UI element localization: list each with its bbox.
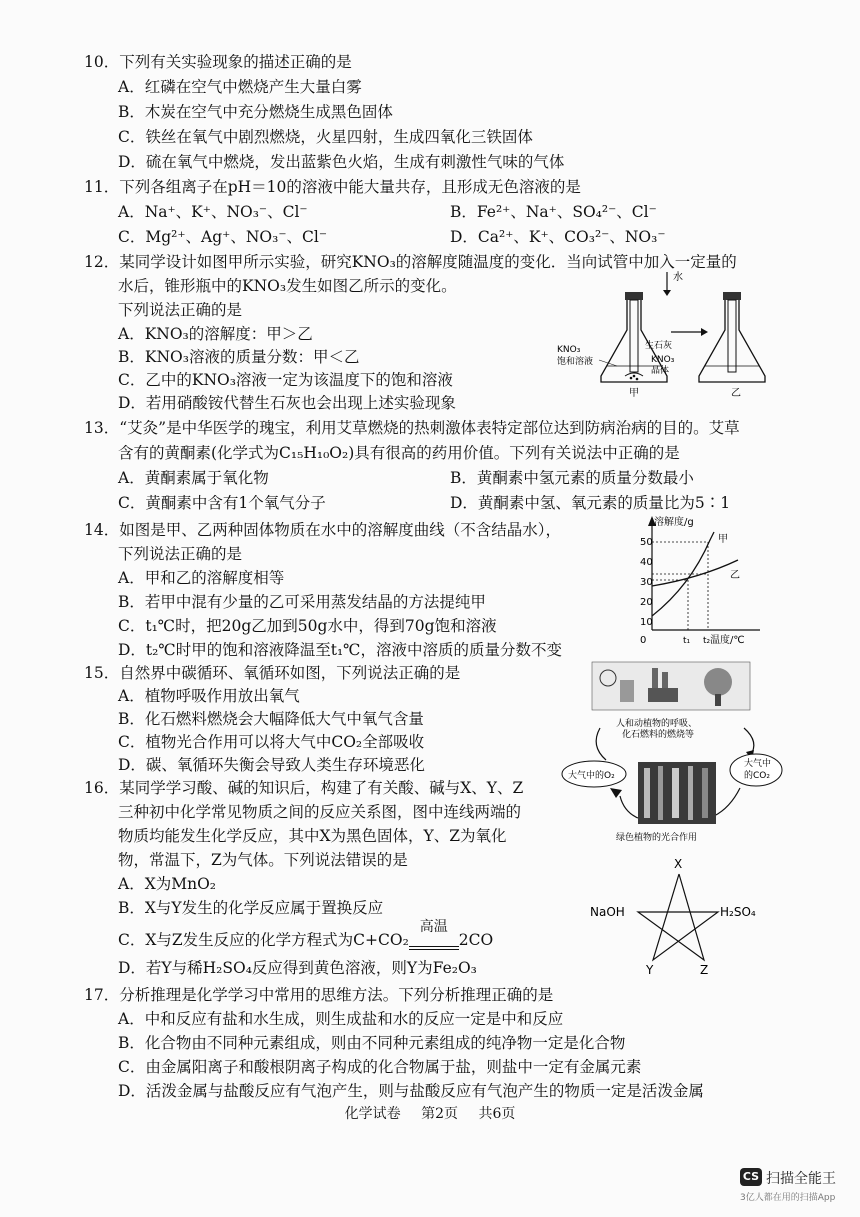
- fig14-curve-b-label: 乙: [730, 570, 740, 581]
- fig15-right-label-2: 的CO₂: [744, 771, 770, 781]
- fig14-t1: t₁: [683, 636, 691, 646]
- q16-stem-3: 物质均能发生化学反应，其中X为黑色固体，Y、Z为氧化: [118, 827, 507, 845]
- scanner-tagline: 3亿人都在用的扫描App: [740, 1193, 836, 1203]
- fig16-x-label: X: [674, 857, 683, 871]
- q12-option-d: D．若用硝酸铵代替生石灰也会出现上述实验现象: [118, 394, 456, 412]
- fig15-center-1: 人和动植物的呼吸、: [616, 719, 698, 729]
- fig16-naoh-label: NaOH: [590, 905, 625, 919]
- q14-solubility-graph: [610, 512, 780, 647]
- q14-stem: 14．如图是甲、乙两种固体物质在水中的溶解度曲线（不含结晶水），: [84, 521, 561, 539]
- fig15-caption: 绿色植物的光合作用: [616, 833, 698, 843]
- fig15-center-2: 化石燃料的燃烧等: [622, 730, 695, 740]
- q13-option-b: B．黄酮素中氢元素的质量分数最小: [450, 469, 694, 487]
- q15-option-a: A．植物呼吸作用放出氧气: [118, 687, 300, 705]
- q13-option-c: C．黄酮素中含有1个氧气分子: [118, 494, 326, 512]
- scanner-logo-icon: CS: [740, 1168, 762, 1186]
- q15-cycle-figure: [560, 656, 785, 856]
- q11-option-c: C．Mg²⁺、Ag⁺、NO₃⁻、Cl⁻: [118, 228, 328, 246]
- q10-option-d: D．硫在氧气中燃烧，发出蓝紫色火焰，生成有刺激性气味的气体: [118, 153, 565, 171]
- q12-option-a: A．KNO₃的溶解度：甲＞乙: [118, 325, 313, 343]
- fig14-xlabel: 温度/℃: [710, 635, 745, 646]
- fig14-ytick-20: 20: [640, 597, 653, 608]
- q16-star-diagram: [588, 854, 778, 979]
- q14-stem-2: 下列说法正确的是: [118, 545, 243, 563]
- fig16-z-label: Z: [700, 963, 709, 977]
- q14-option-b: B．若甲中混有少量的乙可采用蒸发结晶的方法提纯甲: [118, 593, 486, 611]
- scanner-watermark: [740, 1168, 850, 1208]
- q17-stem: 17．分析推理是化学学习中常用的思维方法。下列分析推理正确的是: [84, 986, 554, 1004]
- fig16-y-label: Y: [646, 963, 654, 977]
- footer-total: 共6页: [478, 1106, 516, 1122]
- q17-option-b: B．化合物由不同种元素组成，则由不同种元素组成的纯净物一定是化合物: [118, 1034, 626, 1052]
- q17-option-a: A．中和反应有盐和水生成，则生成盐和水的反应一定是中和反应: [118, 1010, 564, 1028]
- q15-option-d: D．碳、氧循环失衡会导致人类生存环境恶化: [118, 756, 425, 774]
- q14-option-a: A．甲和乙的溶解度相等: [118, 569, 285, 587]
- fig14-t2: t₂: [703, 636, 711, 646]
- page-footer: [0, 1103, 860, 1123]
- fig15-right-label-1: 大气中: [744, 759, 772, 769]
- footer-subject: 化学试卷: [344, 1106, 401, 1122]
- fig14-ylabel: 溶解度/g: [654, 517, 694, 528]
- q16-option-c-text: C．X与Z发生反应的化学方程式为C+CO₂: [118, 931, 409, 949]
- fig14-ytick-40: 40: [640, 557, 653, 568]
- footer-page: 第2页: [421, 1106, 458, 1122]
- q13-stem-2: 含有的黄酮素(化学式为C₁₅H₁₀O₂)具有很高的药用价值。下列有关说法中正确的是: [118, 444, 680, 462]
- q14-option-d: D．t₂℃时甲的饱和溶液降温至t₁℃，溶液中溶质的质量分数不变: [118, 641, 562, 659]
- q16-stem-4: 物，常温下，Z为气体。下列说法错误的是: [118, 851, 408, 869]
- scanner-name: 扫描全能王: [766, 1171, 836, 1187]
- q11-option-d: D．Ca²⁺、K⁺、CO₃²⁻、NO₃⁻: [450, 228, 666, 246]
- fig12-label-a: 甲: [629, 388, 639, 398]
- q10-option-a: A．红磷在空气中燃烧产生大量白雾: [118, 78, 362, 96]
- q16-option-b: B．X与Y发生的化学反应属于置换反应: [118, 899, 384, 917]
- q10-option-c: C．铁丝在氧气中剧烈燃烧，火星四射，生成四氧化三铁固体: [118, 128, 533, 146]
- fig12-water-label: 水: [673, 272, 683, 283]
- q11-option-a: A．Na⁺、K⁺、NO₃⁻、Cl⁻: [118, 203, 308, 221]
- fig12-kno3-label: KNO₃: [557, 345, 581, 355]
- fig14-ytick-10: 10: [640, 617, 653, 628]
- fig14-origin: 0: [640, 635, 647, 646]
- q16-eq-condition: 高温: [419, 919, 448, 935]
- q12-stem-3: 下列说法正确的是: [118, 301, 243, 319]
- q11-option-b: B．Fe²⁺、Na⁺、SO₄²⁻、Cl⁻: [450, 203, 657, 221]
- q16-eq-product: 2CO: [458, 931, 494, 949]
- fig14-ytick-50: 50: [640, 537, 653, 548]
- q17-option-c: C．由金属阳离子和酸根阴离子构成的化合物属于盐，则盐中一定有金属元素: [118, 1058, 642, 1076]
- q16-option-c: [118, 919, 494, 950]
- fig14-ytick-30: 30: [640, 577, 653, 588]
- q12-option-c: C．乙中的KNO₃溶液一定为该温度下的饱和溶液: [118, 371, 453, 389]
- q16-option-a: A．X为MnO₂: [118, 875, 217, 893]
- q13-option-a: A．黄酮素属于氧化物: [118, 469, 269, 487]
- q16-stem-2: 三种初中化学常见物质之间的反应关系图，图中连线两端的: [118, 803, 522, 821]
- q14-option-c: C．t₁℃时，把20g乙加到50g水中，得到70g饱和溶液: [118, 617, 497, 635]
- q15-option-b: B．化石燃料燃烧会大幅降低大气中氧气含量: [118, 710, 424, 728]
- fig15-left-label: 大气中的O₂: [568, 771, 615, 781]
- q10-option-b: B．木炭在空气中充分燃烧生成黑色固体: [118, 103, 393, 121]
- q12-option-b: B．KNO₃溶液的质量分数：甲＜乙: [118, 348, 360, 366]
- fig12-saturated-label: 饱和溶液: [557, 357, 594, 367]
- q17-option-d: D．活泼金属与盐酸反应有气泡产生，则与盐酸反应有气泡产生的物质一定是活泼金属: [118, 1082, 704, 1100]
- fig12-lime-label: 生石灰: [645, 341, 673, 351]
- q16-option-d: D．若Y与稀H₂SO₄反应得到黄色溶液，则Y为Fe₂O₃: [118, 959, 477, 977]
- q16-stem: 16．某同学学习酸、碱的知识后，构建了有关酸、碱与X、Y、Z: [84, 779, 524, 797]
- q15-option-c: C．植物光合作用可以将大气中CO₂全部吸收: [118, 733, 425, 751]
- fig14-curve-a-label: 甲: [718, 534, 728, 545]
- q12-flask-figure: [555, 268, 780, 398]
- q12-stem-2: 水后，锥形瓶中的KNO₃发生如图乙所示的变化。: [118, 277, 457, 295]
- fig12-label-b: 乙: [731, 388, 741, 398]
- fig12-crystal-label: 晶体: [651, 366, 670, 376]
- q12-stem: 12．某同学设计如图甲所示实验，研究KNO₃的溶解度随温度的变化．当向试管中加入一定量的: [84, 253, 737, 271]
- q15-stem: 15．自然界中碳循环、氧循环如图，下列说法正确的是: [84, 664, 461, 682]
- q11-stem: 11．下列各组离子在pH＝10的溶液中能大量共存，且形成无色溶液的是: [84, 178, 581, 196]
- fig16-h2so4-label: H₂SO₄: [720, 905, 756, 919]
- q13-option-d: D．黄酮素中氢、氧元素的质量比为5∶1: [450, 494, 731, 512]
- fig12-crystal-kno3-label: KNO₃: [651, 355, 675, 365]
- q10-stem: 10．下列有关实验现象的描述正确的是: [84, 53, 352, 71]
- q13-stem: 13．“艾灸”是中华医学的瑰宝，利用艾草燃烧的热刺激体表特定部位达到防病治病的目的。艾草: [84, 419, 740, 437]
